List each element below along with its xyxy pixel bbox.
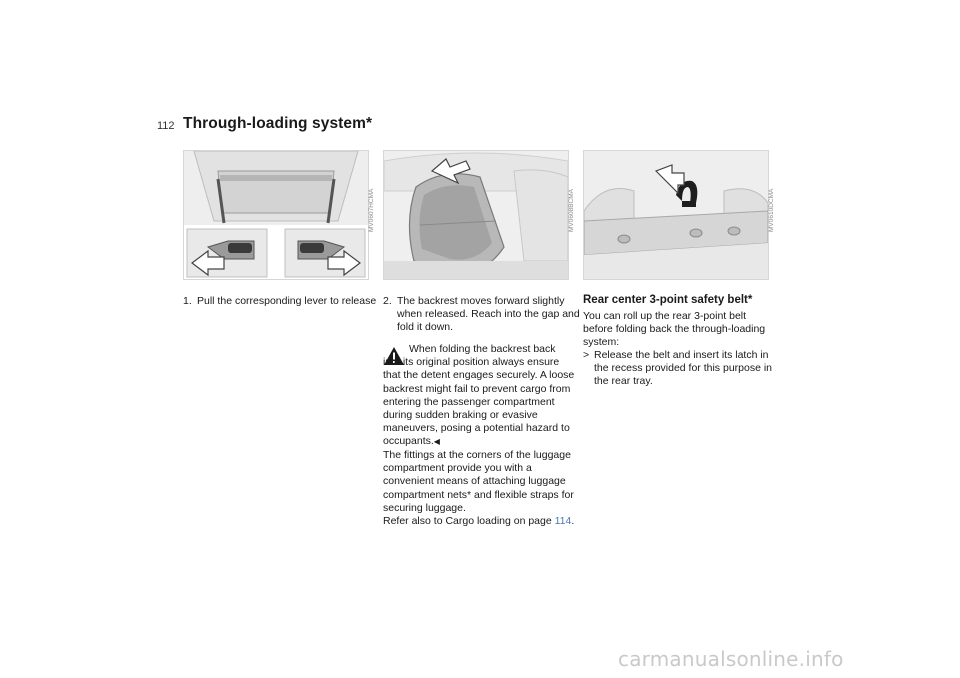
- figure-release-levers: [183, 150, 369, 280]
- page-link-114[interactable]: 114: [554, 515, 572, 527]
- figure-rear-belt: [583, 150, 769, 280]
- step-1-text: 1. Pull the corresponding lever to release: [183, 295, 377, 307]
- warning-text: [383, 343, 575, 449]
- site-footer[interactable]: carmanualsonline.info: [618, 647, 844, 671]
- section-heading: Rear center 3-point safety belt*: [583, 294, 753, 306]
- end-mark-icon: ◀: [433, 437, 440, 447]
- warning-body: When folding the backrest back into its original position always ensure that the detent engages securely. A loose backrest might fail to prevent cargo from entering the passenger compartment during sudden braking or evasive maneuvers, posing a potential hazard to occupants.: [383, 343, 575, 448]
- page-number: 112: [157, 120, 175, 132]
- figure-code: MV0607HCMA: [368, 188, 375, 232]
- fittings-text: The fittings at the corners of the luggage compartment provide you with a convenient means of attaching luggage compartment nets* and flexible straps for securing luggage.: [383, 449, 574, 514]
- refer-suffix: .: [571, 515, 575, 527]
- refer-text: [383, 515, 575, 528]
- figure-code: MV0610DCMA: [768, 188, 775, 232]
- figure-code: MV0608BCMA: [568, 189, 575, 232]
- belt-bullet-text: Release the belt and insert its latch in the recess provided for this purpose in the rear tray.: [594, 349, 773, 388]
- step-2-text: 2. The backrest moves forward slightly when released. Reach into the gap and fold it down.: [383, 295, 580, 334]
- belt-intro-text: You can roll up the rear 3-point belt before folding back the through-loading system:: [583, 310, 766, 349]
- refer-prefix: Refer also to Cargo loading on page: [383, 515, 555, 527]
- page-title: Through-loading system*: [183, 115, 373, 132]
- belt-bullet: [583, 349, 775, 389]
- bullet-chevron-icon: >: [583, 349, 590, 361]
- figure-backrest-fold: [383, 150, 569, 280]
